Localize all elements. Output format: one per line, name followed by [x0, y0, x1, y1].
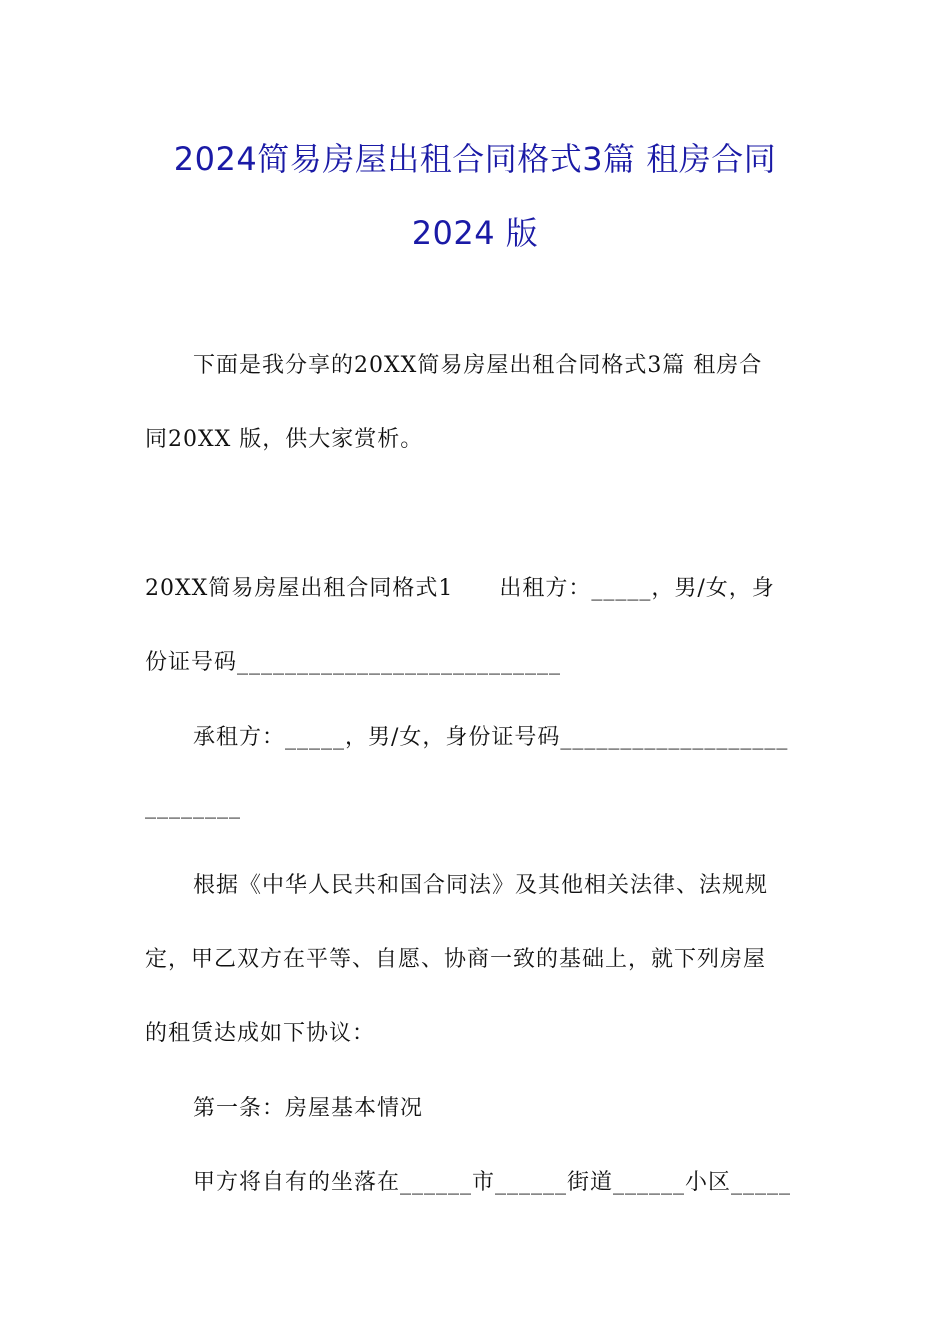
intro-line-2: 同20XX 版，供大家赏析。 [145, 427, 424, 452]
landlord-id-line: 份证号码___________________________ [145, 650, 562, 675]
basis-paragraph-line-3: 的租赁达成如下协议： [145, 1021, 376, 1046]
basis-paragraph-line-2: 定，甲乙双方在平等、自愿、协商一致的基础上，就下列房屋 [145, 947, 767, 972]
article1-heading: 第一条：房屋基本情况 [193, 1096, 424, 1121]
document-title-line-1: 2024简易房屋出租合同格式3篇 租房合同 [173, 140, 777, 178]
tenant-line-1: 承租方：_____，男/女，身份证号码___________________ [193, 725, 789, 750]
intro-line-1: 下面是我分享的20XX简易房屋出租合同格式3篇 租房合 [193, 353, 763, 378]
document-title-line-2: 2024 版 [411, 214, 539, 252]
basis-paragraph-line-1: 根据《中华人民共和国合同法》及其他相关法律、法规规 [193, 873, 769, 898]
article1-location-line: 甲方将自有的坐落在______市______街道______小区_____ [193, 1170, 792, 1195]
tenant-line-2: ________ [145, 794, 241, 819]
section1-heading-line: 20XX简易房屋出租合同格式1 出租方：_____，男/女，身 [145, 576, 775, 601]
